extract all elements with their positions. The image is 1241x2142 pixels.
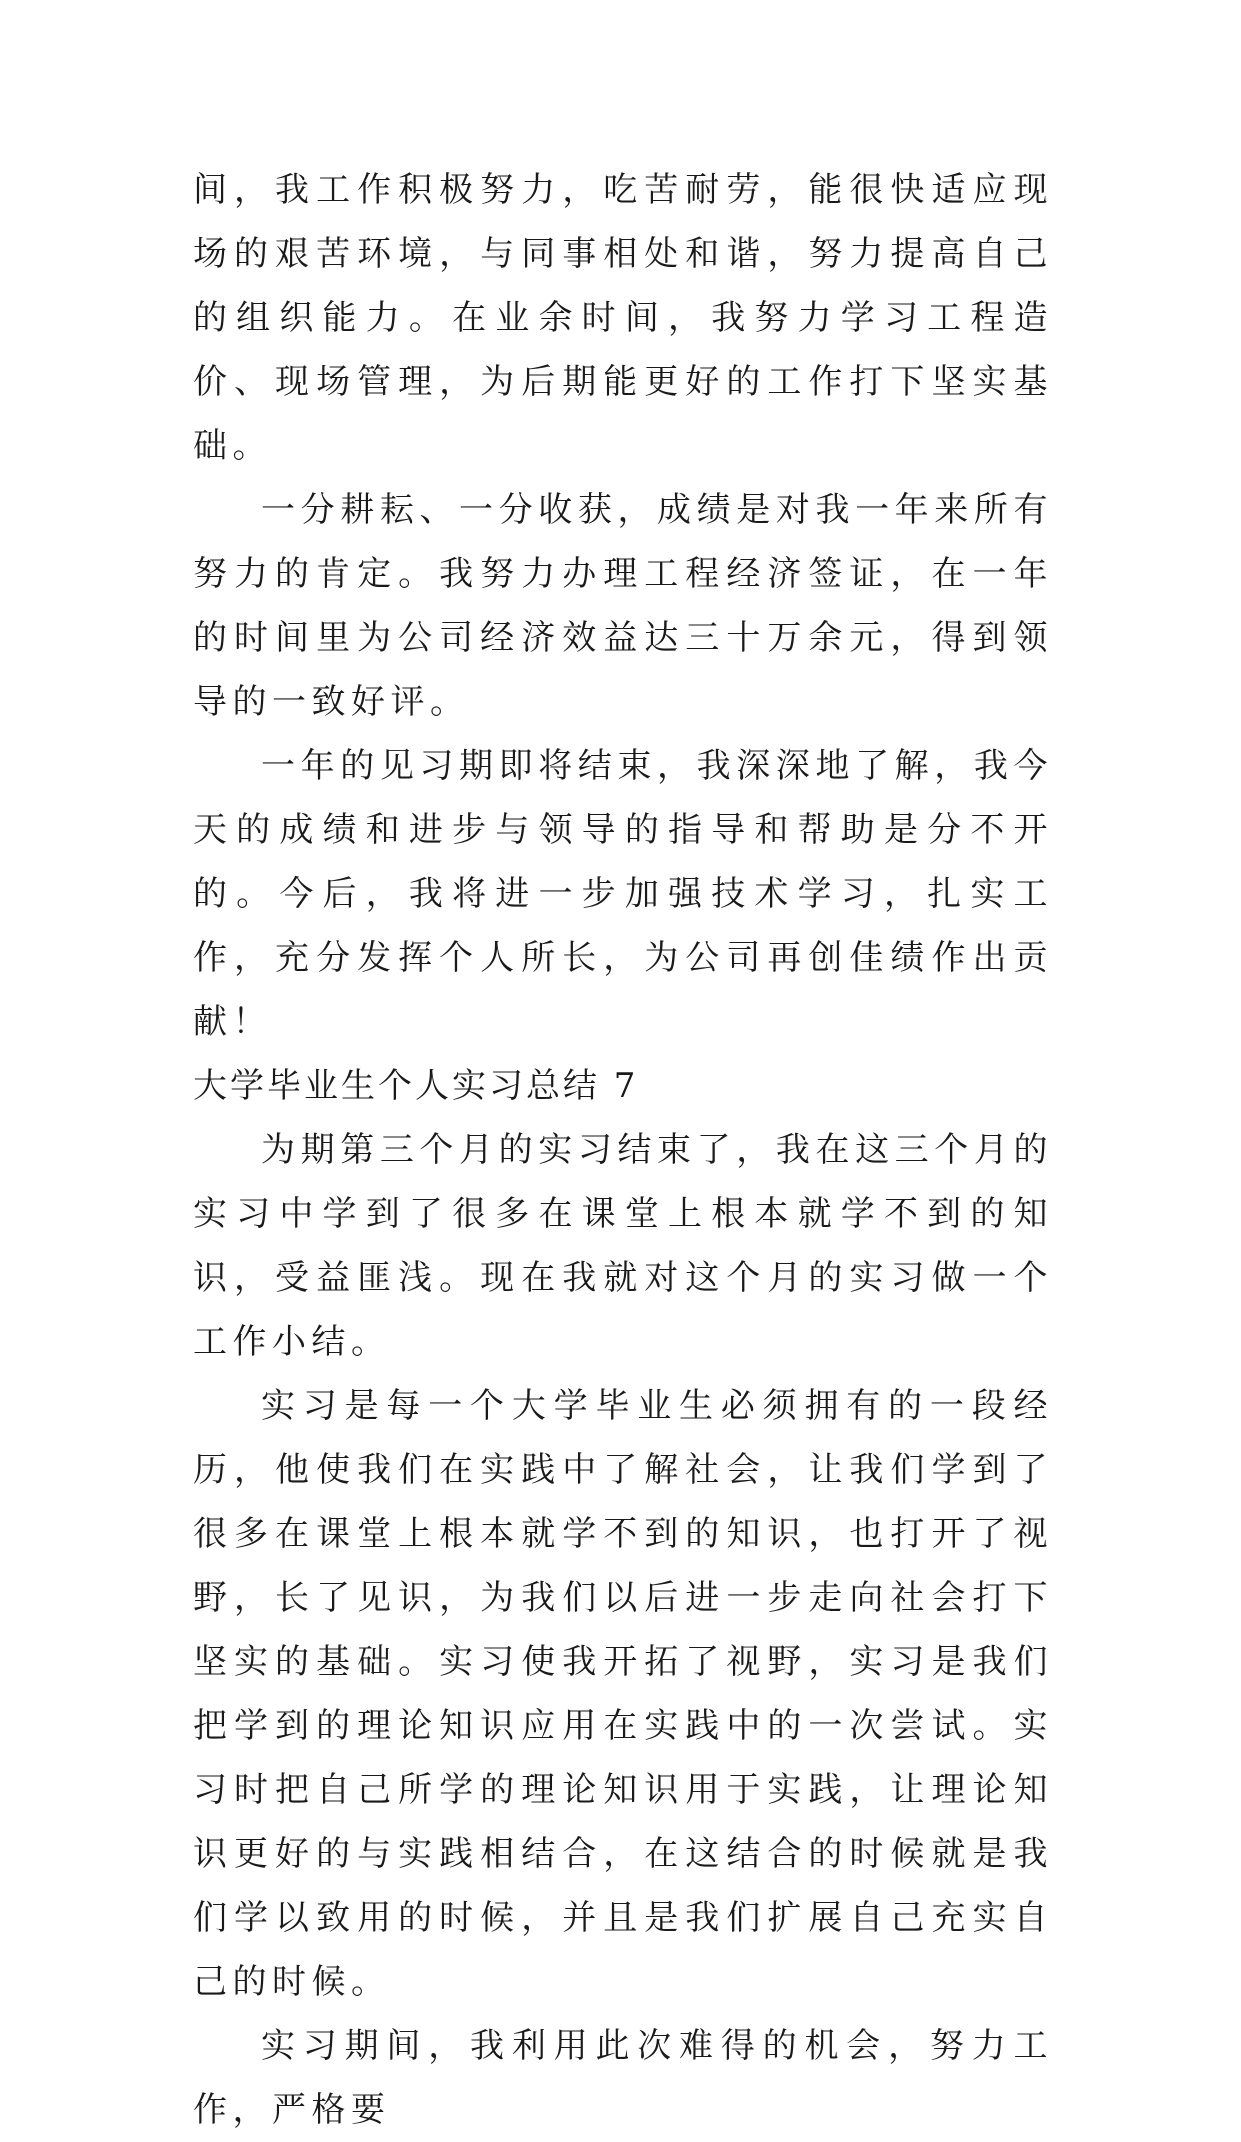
paragraph: 一年的见习期即将结束，我深深地了解，我今天的成绩和进步与领导的指导和帮助是分不开的。今后，我将进一步加强技术学习，扎实工作，充分发挥个人所长，为公司再创佳绩作出贡献！ [193, 746, 1053, 1042]
paragraph: 为期第三个月的实习结束了，我在这三个月的实习中学到了很多在课堂上根本就学不到的知识，受益匪浅。现在我就对这个月的实习做一个工作小结。 [193, 1130, 1053, 1362]
paragraph: 一分耕耘、一分收获，成绩是对我一年来所有努力的肯定。我努力办理工程经济签证，在一年的时间里为公司经济效益达三十万余元，得到领导的一致好评。 [193, 490, 1053, 722]
paragraph-continued: 间，我工作积极努力，吃苦耐劳，能很快适应现场的艰苦环境，与同事相处和谐，努力提高自己的组织能力。在业余时间，我努力学习工程造价、现场管理，为后期能更好的工作打下坚实基础。 [193, 170, 1053, 466]
paragraph-truncated: 实习期间，我利用此次难得的机会，努力工作，严格要 [193, 2026, 1053, 2130]
paragraph: 实习是每一个大学毕业生必须拥有的一段经历，他使我们在实践中了解社会，让我们学到了很多在课堂上根本就学不到的知识，也打开了视野，长了见识，为我们以后进一步走向社会打下坚实的基础。实习使我开拓了视野，实习是我们把学到的理论知识应用在实践中的一次尝试。实习时把自己所学的理论知识用于实践，让理论知识更好的与实践相结合，在这结合的时候就是我们学以致用的时候，并且是我们扩展自己充实自己的时候。 [193, 1386, 1053, 2002]
section-heading: 大学毕业生个人实习总结 7 [193, 1066, 639, 1106]
document-body [193, 158, 1053, 2142]
